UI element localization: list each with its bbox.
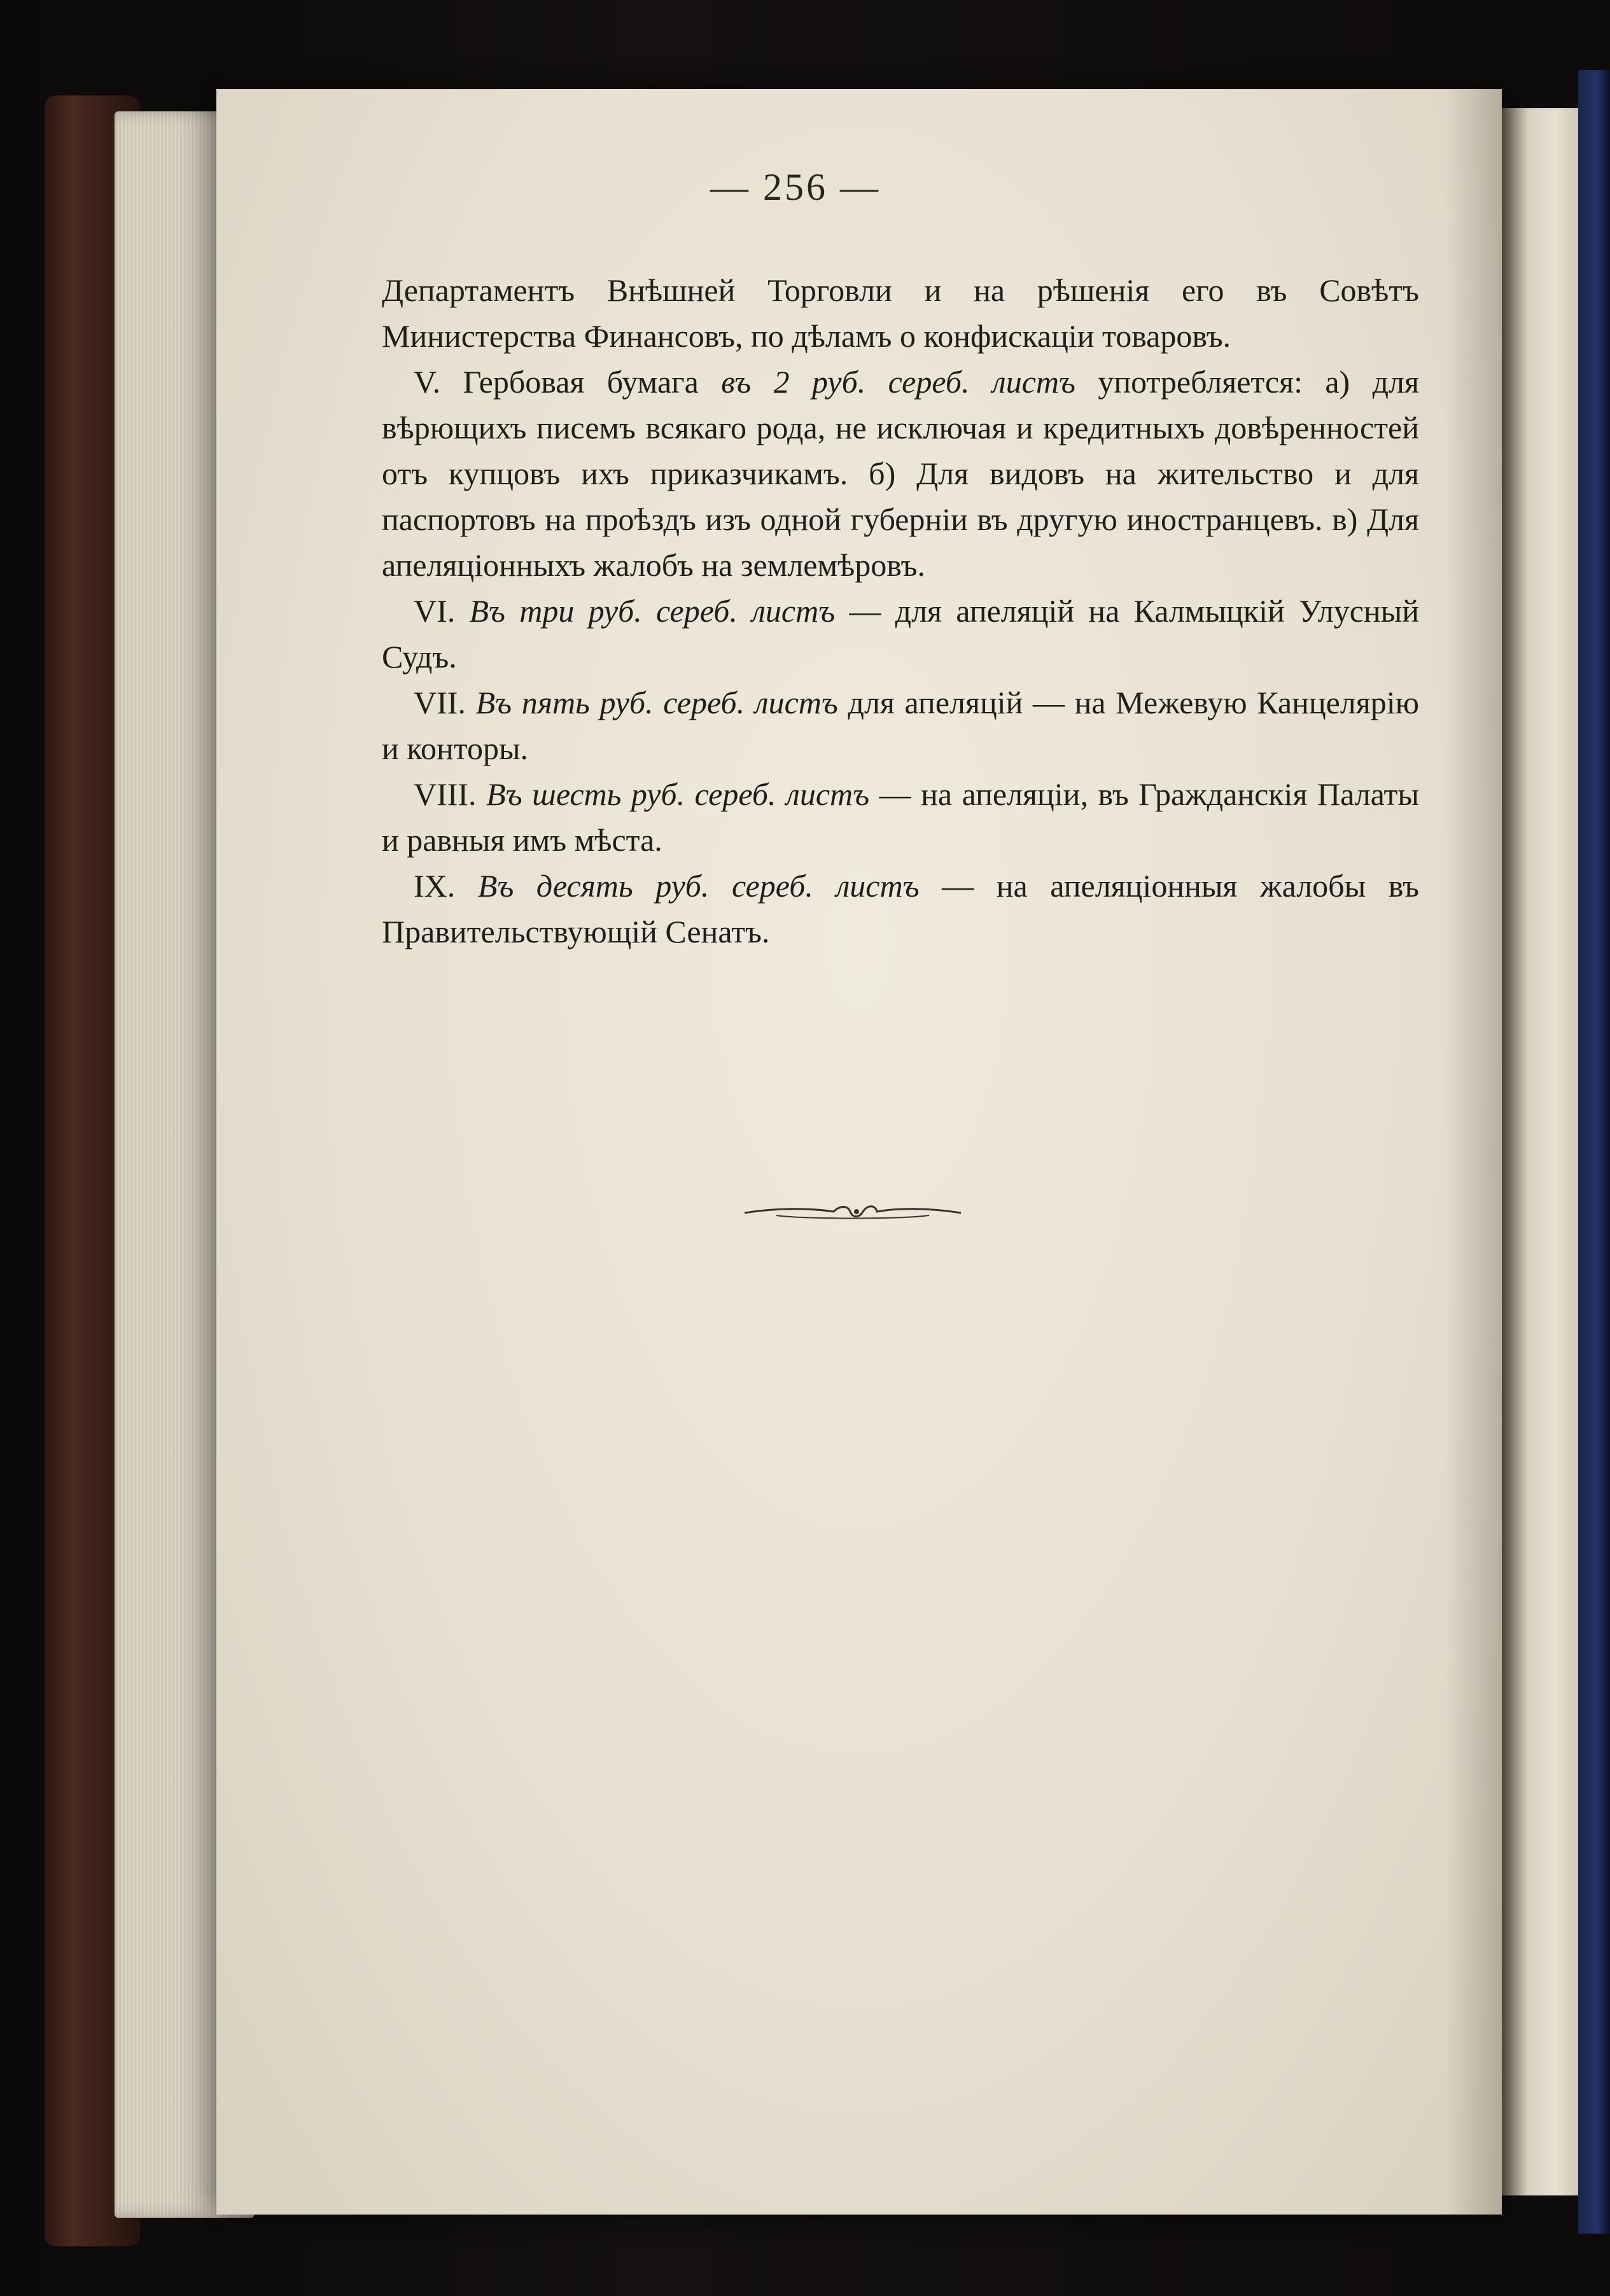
text-run: VIII. (414, 776, 487, 812)
italic-text-run: Въ шесть руб. сереб. листъ (486, 776, 870, 812)
italic-text-run: Въ десять руб. сереб. листъ (477, 868, 920, 904)
text-run: — для апеляцій на Калмыцкій Улусный Судъ. (382, 593, 1419, 675)
text-run: VII. (414, 685, 476, 720)
text-run: — на апеляціи, въ Гражданскія Палаты и равныя имъ мѣста. (382, 776, 1419, 858)
paragraph (382, 863, 1419, 955)
text-run: употребляется: а) для вѣрющихъ писемъ всякаго рода, не исключая и кредитныхъ довѣренностей отъ купцовъ ихъ приказчикамъ. б) Для видовъ на жительство и для паспортовъ на проѣздъ изъ одной губерніи въ другую иностранцевъ. в) Для апеляціонныхъ жалобъ на землемѣровъ. (382, 364, 1419, 583)
paragraph (382, 680, 1419, 771)
facing-page-heading (1572, 0, 1610, 305)
text-run: VI. (414, 593, 470, 629)
italic-text-run: въ 2 руб. сереб. листъ (721, 364, 1075, 400)
page-body-text (382, 267, 1419, 955)
facing-page-edge (1502, 108, 1578, 2195)
text-run: для апеляцій — на Межевую Канцелярію и конторы. (382, 685, 1419, 766)
page-gutter-shadow (1445, 89, 1502, 2215)
text-run: IX. (414, 868, 478, 904)
paragraph (382, 771, 1419, 863)
italic-text-run: Въ пять руб. сереб. листъ (475, 685, 838, 720)
paragraph (382, 588, 1419, 680)
paragraph (382, 267, 1419, 359)
page-number: — 256 — (710, 166, 881, 208)
text-run: V. Гербовая бумага (414, 364, 722, 400)
text-run: Департаментъ Внѣшней Торговли и на рѣшенія его въ Совѣтъ Министерства Финансовъ, по дѣламъ о конфискаціи товаровъ. (382, 272, 1419, 354)
italic-text-run: Въ три руб. сереб. листъ (469, 593, 836, 629)
next-volume-edge (1578, 70, 1610, 2234)
text-run: — на апеляціонныя жалобы въ Правительствующій Сенатъ. (382, 868, 1419, 949)
paragraph (382, 359, 1419, 588)
ornament-divider-icon (738, 1196, 967, 1228)
